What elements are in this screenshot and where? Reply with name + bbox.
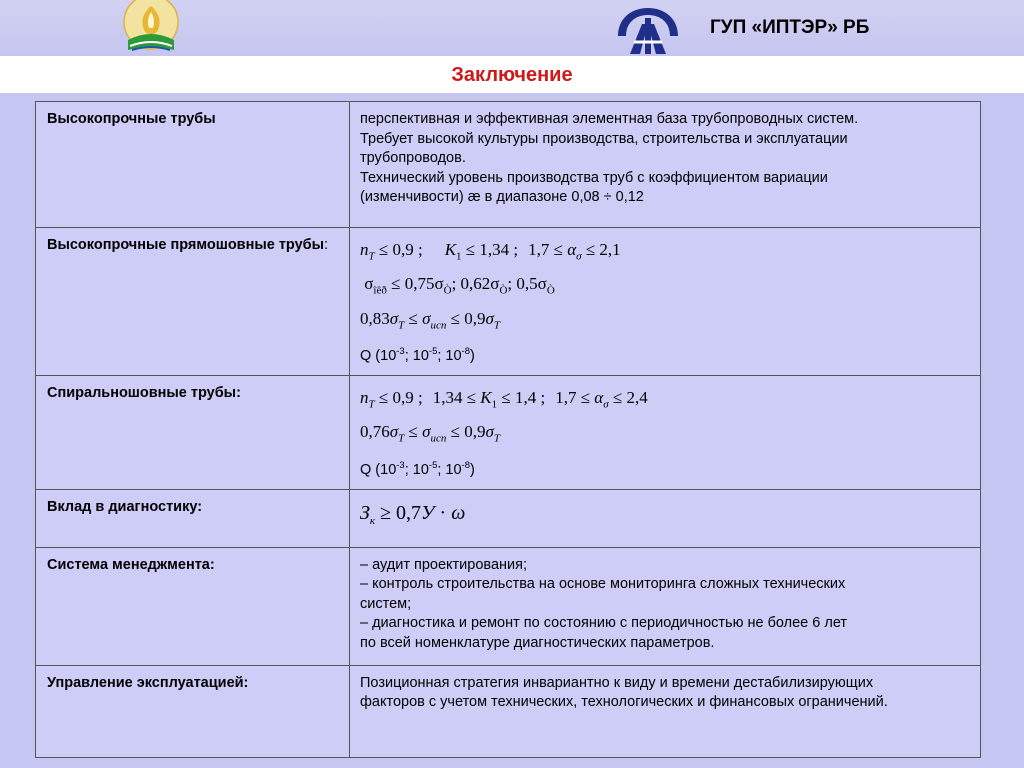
company-name: ГУП «ИПТЭР» РБ xyxy=(710,17,870,38)
row-label xyxy=(36,228,350,376)
content-line: трубопроводов. xyxy=(360,150,466,166)
table-row xyxy=(36,665,981,757)
content-line: факторов с учетом технических, технологических и финансовых ограничений. xyxy=(360,694,888,711)
content-line: Технический уровень производства труб с коэффициентом вариации xyxy=(360,169,828,186)
content-line: – аудит проектирования; xyxy=(360,556,528,573)
formula-line: $0,83\sigma_T \le \sigma_{исп} \le 0,9\sigma_T$ xyxy=(360,308,500,332)
row-content xyxy=(350,376,981,490)
table-row xyxy=(36,376,981,490)
row-content xyxy=(350,665,981,757)
content-line: – контроль строительства на основе мониторинга сложных технических xyxy=(360,576,846,593)
content-line: по всей номенклатуре диагностических параметров. xyxy=(360,634,715,651)
header-bar xyxy=(0,0,1024,56)
formula-line: $n_T \le 0,9$ ; $K_1 \le 1,34$ ; $1,7 \le \alpha_\sigma \le 2,1$ xyxy=(360,240,621,263)
bashkortostan-emblem-icon xyxy=(120,0,182,56)
table-row xyxy=(36,489,981,547)
formula-line: $З_к \ge 0,7У \cdot \omega$ xyxy=(360,501,466,527)
table-row xyxy=(36,547,981,665)
content-line: – диагностика и ремонт по состоянию с периодичностью не более 6 лет xyxy=(360,615,848,632)
row-label-bold: Высокопрочные прямошовные трубы xyxy=(47,237,325,253)
row-label: Спиральношовные трубы: xyxy=(36,376,350,490)
page-title: Заключение xyxy=(451,64,573,86)
row-content xyxy=(350,547,981,665)
row-content xyxy=(350,228,981,376)
formula-line: $n_T \le 0,9$ ; $1,34 \le K_1 \le 1,4$ ; $1,7 \le \alpha_\sigma \le 2,4$ xyxy=(360,388,648,411)
table-row xyxy=(36,228,981,376)
row-label-suffix: : xyxy=(324,237,329,253)
content-line: (изменчивости) æ в диапазоне 0,08 ÷ 0,12 xyxy=(360,189,644,205)
formula-line: $0,76\sigma_T \le \sigma_{исп} \le 0,9\sigma_T$ xyxy=(360,422,500,445)
conclusion-table xyxy=(35,101,981,758)
row-label: Вклад в диагностику: xyxy=(36,489,350,547)
ipter-logo-icon xyxy=(612,4,684,56)
content-line: Позиционная стратегия инвариантно к виду и времени дестабилизирующих xyxy=(360,674,874,691)
row-label: Система менеджмента: xyxy=(36,547,350,665)
quantile-line: Q ($10^{-3}$; $10^{-5}$; $10^{-8}$) xyxy=(360,459,475,478)
row-label: Управление эксплуатацией: xyxy=(36,665,350,757)
content-line: систем; xyxy=(360,595,412,612)
row-label: Высокопрочные трубы xyxy=(36,102,350,228)
formula-line: $\sigma_{îêð} \le 0,75\sigma_Ò$; $0,62\sigma_Ò$; $0,5\sigma_Ò$ xyxy=(360,274,555,297)
row-content xyxy=(350,489,981,547)
quantile-line: Q ($10^{-3}$; $10^{-5}$; $10^{-8}$) xyxy=(360,346,475,364)
table-row xyxy=(36,102,981,228)
row-content xyxy=(350,102,981,228)
content-line: перспективная и эффективная элементная база трубопроводных систем. xyxy=(360,111,859,127)
content-line: Требует высокой культуры производства, строительства и эксплуатации xyxy=(360,130,848,147)
